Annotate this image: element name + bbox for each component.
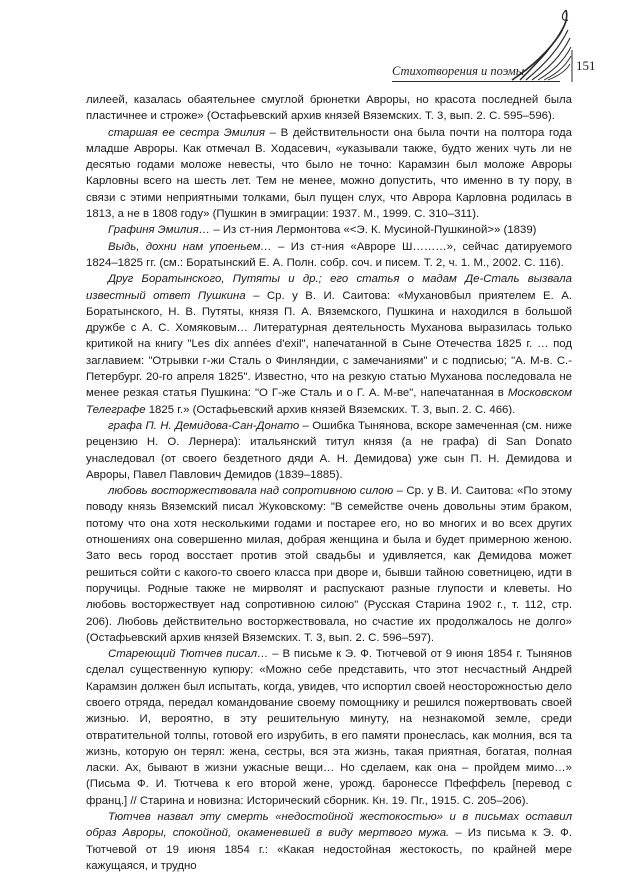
- feather-swirl-ornament-icon: [0, 0, 628, 90]
- body-text: 1825 г.» (Остафьевский архив князей Вяземских. Т. 3, вып. 2. С. 466).: [145, 403, 516, 416]
- page-header: [0, 0, 628, 86]
- body-text: – В действительности она была почти на полтора года младше Авроры. Как отмечал В. Ходасевич, «указывали также, будто жених чуть ли не десятью годами моложе невесты, что было не точно: Карамзин был моложе Авроры Карловны всего на шесть лет. Тем не менее, можно допустить, что именно в ту пору, в связи с этими неприятными толками, был пущен слух, что Аврора Карловна родилась в 1813, а не в 1808 году» (Пушкин в эмиграции: 1937. М., 1999. С. 310–311).: [86, 126, 572, 221]
- italic-text: Выдь, дохни нам упоеньем…: [108, 240, 272, 253]
- paragraph: [86, 271, 572, 418]
- italic-text: Московском Телеграфе: [86, 387, 572, 416]
- running-title: Стихотворения и поэмы: [392, 64, 525, 78]
- paragraph: [86, 239, 572, 272]
- body-text: – Из ст-ния «Авроре Ш………», сейчас датируемого 1824–1825 гг. (см.: Боратынский Е. А. Полн. собр. соч. и писем. Т. 2, ч. 1. М., 2002. С. 116).: [86, 240, 572, 269]
- italic-text: старшая ее сестра Эмилия: [108, 126, 265, 139]
- italic-text: Друг Боратынского, Путяты и др.; его статья о мадам Де-Сталь вызвала известный ответ Пушкина: [86, 273, 572, 302]
- italic-text: Графиня Эмилия…: [108, 224, 211, 237]
- italic-text: любовь восторжествовала над сопротивною силою: [108, 485, 394, 498]
- paragraph: [86, 125, 572, 223]
- body-text: – Ср. у В. И. Саитова: «По этому поводу князь Вяземский писал Жуковскому: "В семействе очень довольны этим браком, потому что она хотя несколькими годами и постарее его, но во многих и во всех других отношениях она совершенно милая, добрая женщина и была и будет примерною женою. Зато весь город восстает против этой свадьбы и удивляется, как Демидова может решиться сойти с какого-то своего класса при дворе и, бывши тайною советницею, идти в поручицы. Родные также не мирволят и распускают разные глупости и клеветы. Но любовь восторжествует над сопротивною силою" (Русская Старина 1902 г., т. 112, стр. 206). Любовь действительно восторжествовала, но счастие их продолжалось не долго» (Остафьевский архив князей Вяземских. Т. 3, вып. 2. С. 596–597).: [86, 485, 572, 644]
- italic-text: графа П. Н. Демидова-Сан-Донато: [108, 419, 300, 432]
- paragraph: [86, 222, 572, 238]
- paragraph: [86, 92, 572, 125]
- page-number: 151: [576, 58, 596, 73]
- paragraph: [86, 418, 572, 483]
- body-text: – Ср. у В. И. Саитова: «Мухановбыл приятелем Е. А. Боратынского, Н. В. Путяты, князя П. А. Вяземского, Пушкина и находился в большой дружбе с А. С. Хомяковым… Литературная деятельность Муханова выразилась только критикой на книгу "Les dix années d'exil", напечатанной в Сыне Отечества 1825 г. … под заглавием: "Отрывки г-жи Сталь о Финляндии, с замечаниями" и с подписью; "А. М-в. С.-Петербург. 20-го апреля 1825". Известно, что на резкую статью Муханова последовала не менее резкая статья Пушкина: "О Г-же Сталь и о Г. А. М-ве", напечатанная в: [86, 289, 572, 400]
- paragraph: [86, 809, 572, 874]
- body-text: – Из ст-ния Лермонтова «<Э. К. Мусиной-Пушкиной>» (1839): [210, 224, 537, 237]
- body-text: – Из письма к Э. Ф. Тютчевой от 19 июня 1854 г.: «Какая недостойная жестокость, по крайней мере кажущаяся, и трудно: [86, 827, 572, 872]
- italic-text: Тютчев назвал эту смерть «недостойной жестокостью» и в письмах оставил образ Авроры, спокойной, окаменевшей в виду мертвого мужа.: [86, 811, 572, 840]
- page-body: [86, 92, 572, 874]
- paragraph: [86, 646, 572, 809]
- body-text: – В письме к Э. Ф. Тютчевой от 9 июня 1854 г. Тынянов сделал существенную купюру: «Можно себе представить, что этот несчастный Андрей Карамзин должен был испытать, когда, увидев, что испортил своей неосторожностью дело своего отряда, передал командование своему помощнику и решился пожертвовать своей жизнью. И, вероятно, в эту решительную минуту, на незнакомой земле, среди отвратительной толпы, готовой его изрубить, в его памяти пронеслась, как молния, вся та жизнь, которую он терял: жена, сестры, вся эта жизнь, такая приятная, богатая, полная ласки. Ах, бывают в жизни ужасные вещи… Но сделаем, как она – пройдем мимо…» (Письма Ф. И. Тютчева к его второй жене, урожд. баронессе Пфеффель [перевод с франц.] // Старина и новизна: Исторический сборник. Кн. 19. Пг., 1915. С. 205–206).: [86, 648, 572, 807]
- paragraph: [86, 483, 572, 646]
- body-text: лилеей, казалась обаятельнее смуглой брюнетки Авроры, но красота последней была пластичнее и строже» (Остафьевский архив князей Вяземских. Т. 3, вып. 2. С. 595–596).: [86, 94, 572, 123]
- italic-text: Стареющий Тютчев писал…: [108, 648, 269, 661]
- body-text: – Ошибка Тынянова, вскоре замеченная (см. ниже рецензию Н. О. Лернера): итальянский титул князя (а не графа) di San Donato унаследовал (от своего бездетного дяди А. Н. Демидова) уже сын П. Н. Демидова и Авроры, Павел Павлович Демидов (1839–1885).: [86, 419, 572, 481]
